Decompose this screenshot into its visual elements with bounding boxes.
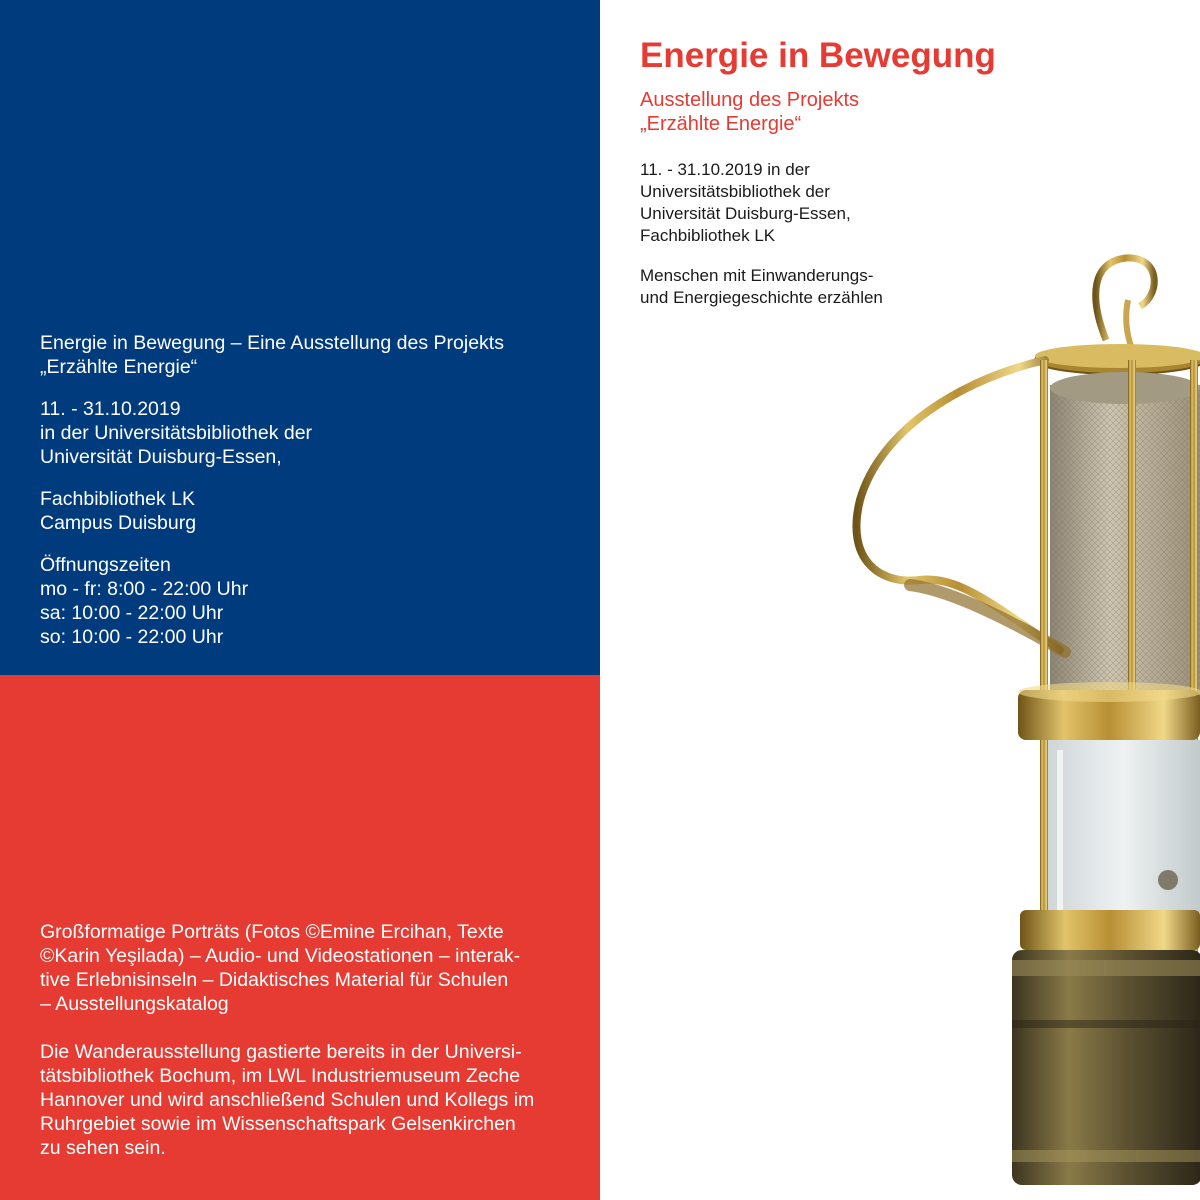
intro-paragraph — [40, 331, 570, 379]
tour-line: zu sehen sein. — [40, 1137, 166, 1159]
info-line: 11. - 31.10.2019 in der — [640, 160, 810, 179]
tour-line: Die Wanderausstellung gastierte bereits in der Universi- — [40, 1041, 522, 1063]
cover-title: Energie in Bewegung — [640, 36, 996, 75]
hours-line: sa: 10:00 - 22:00 Uhr — [40, 602, 224, 624]
subtitle-line: Ausstellung des Projekts — [640, 89, 860, 111]
location-line: Fachbibliothek LK — [40, 488, 196, 510]
features-line: tive Erlebnisinseln – Didaktisches Material für Schulen — [40, 969, 509, 991]
cover-info — [640, 159, 851, 247]
features-line: – Ausstellungskatalog — [40, 993, 229, 1015]
hours-line: mo - fr: 8:00 - 22:00 Uhr — [40, 578, 249, 600]
info-line: Universität Duisburg-Essen, — [640, 204, 851, 223]
tour-line: tätsbibliothek Bochum, im LWL Industriemuseum Zeche — [40, 1065, 521, 1087]
info-line: Universitätsbibliothek der — [640, 182, 830, 201]
intro-line: „Erzählte Energie“ — [40, 356, 198, 378]
info-line: Fachbibliothek LK — [640, 226, 776, 245]
tour-line: Hannover und wird anschließend Schulen und Kollegs im — [40, 1089, 535, 1111]
location-paragraph — [40, 487, 570, 535]
hours-heading: Öffnungszeiten — [40, 554, 171, 576]
hours-line: so: 10:00 - 22:00 Uhr — [40, 626, 224, 648]
features-line: ©Karin Yeşilada) – Audio- und Videostationen – interak- — [40, 945, 521, 967]
dates-paragraph — [40, 397, 570, 469]
opening-hours — [40, 553, 570, 649]
blue-info-panel — [0, 0, 600, 675]
subtitle-line: „Erzählte Energie“ — [640, 113, 802, 135]
intro-line: Energie in Bewegung – Eine Ausstellung des Projekts — [40, 332, 504, 354]
miners-safety-lamp-image — [840, 240, 1200, 1200]
dates-line: Universität Duisburg-Essen, — [40, 446, 282, 468]
features-line: Großformatige Porträts (Fotos ©Emine Ercihan, Texte — [40, 921, 504, 943]
red-info-panel — [0, 675, 600, 1200]
cover-subtitle — [640, 88, 859, 136]
features-paragraph — [40, 920, 560, 1016]
dates-line: 11. - 31.10.2019 — [40, 398, 181, 420]
cover-panel — [600, 0, 1200, 1200]
tour-paragraph — [40, 1040, 560, 1160]
exhibition-details — [40, 920, 560, 1184]
description-line: Menschen mit Einwanderungs- — [640, 266, 874, 285]
location-line: Campus Duisburg — [40, 512, 197, 534]
dates-line: in der Universitätsbibliothek der — [40, 422, 313, 444]
tour-line: Ruhrgebiet sowie im Wissenschaftspark Gelsenkirchen — [40, 1113, 516, 1135]
description-line: und Energiegeschichte erzählen — [640, 288, 883, 307]
exhibition-info — [40, 331, 570, 667]
